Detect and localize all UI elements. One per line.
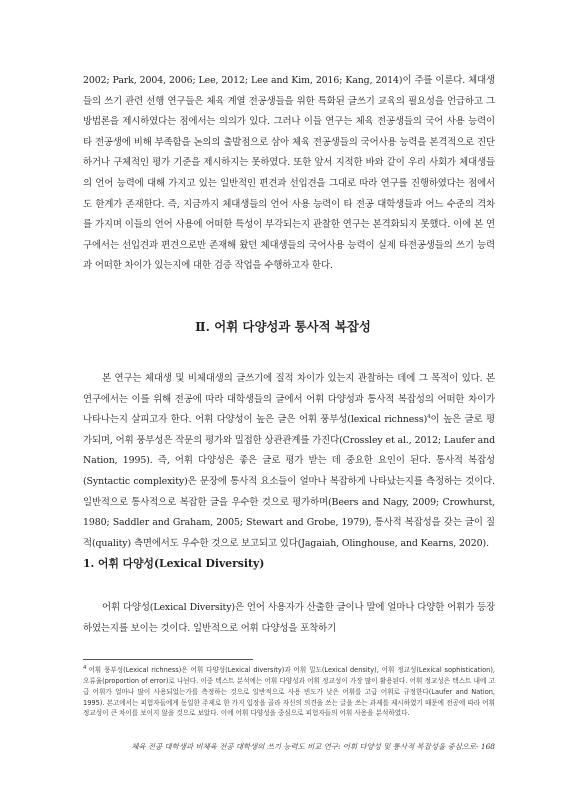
body-paragraph-2 [83,369,495,554]
footnote-divider [83,659,253,660]
paragraph2-part-b: 이 높은 글로 평가되며, 어휘 풍부성은 작문의 평가와 밀접한 상관관계를 가진다(Crossley et al., 2012; Laufer and Nation, 1995). 즉, 어휘 다양성은 좋은 글로 평가 받는 데 중요한 요인이 된다. 통사적 복잡성(Syntactic complexity)은 문장에 통사적 요소들이 얼마나 복잡하게 나타났는지를 측정하는 것이다. 일반적으로 통사적으로 복잡한 글을 우수한 것으로 평가하며(Beers and Nagy, 2009; Crowhurst, 1980; Saddler and Graham, 2005; Stewart and Grobe, 1979), 통사적 복잡성을 갖는 글이 질적(quality) 측면에서도 우수한 것으로 보고되고 있다(Jagaiah, Olinghouse, and Kearns, 2020). [83,414,495,549]
footnote-number: 4 [83,665,87,671]
running-footer-title: 체육 전공 대학생과 비체육 전공 대학생의 쓰기 능력도 비교 연구: 어휘 다양성 및 통사적 복잡성을 중심으로- [131,742,479,751]
footnote [83,663,495,719]
paragraph2-part-a: 본 연구는 체대생 및 비체대생의 글쓰기에 질적 차이가 있는지 관찰하는 데에 그 목적이 있다. 본 연구에서는 이를 위해 전공에 따라 대학생들의 글에서 어휘 다양성과 통사적 복잡성의 어떠한 차이가 나타나는지 살피고자 한다. 어휘 다양성이 높은 글은 어휘 풍부성(lexical richness) [83,373,495,426]
page-number: 168 [480,742,495,751]
subsection-title: 1. 어휘 다양성(Lexical Diversity) [83,557,265,570]
body-paragraph-1: 2002; Park, 2004, 2006; Lee, 2012; Lee and Kim, 2016; Kang, 2014)이 주를 이룬다. 체대생들의 쓰기 관련 선행 연구들은 체육 계열 전공생들을 위한 특화된 글쓰기 교육의 필요성을 언급하고 그 방법론을 제시하였다는 점에서는 의의가 있다. 그러나 이들 연구는 체육 전공생들의 국어 사용 능력이 타 전공생에 비해 부족함을 논의의 출발점으로 삼아 체육 전공생들의 국어사용 능력을 본격적으로 진단하거나 구체적인 평가 기준을 제시하지는 못하였다. 또한 앞서 지적한 바와 같이 우리 사회가 체대생들의 언어 능력에 대해 가지고 있는 일반적인 편견과 선입견을 그대로 따라 연구를 진행하였다는 점에서도 한계가 존재한다. 즉, 지금까지 체대생들의 언어 사용 능력이 타 전공 대학생들과 어느 수준의 격차를 가지며 이들의 언어 사용에 어떠한 특성이 부각되는지 관찰한 연구는 본격화되지 못했다. 이에 본 연구에서는 선입견과 편견으로만 존재해 왔던 체대생들의 국어사용 능력이 실제 타전공생들의 쓰기 능력과 어떠한 차이가 있는지에 대한 검증 작업을 수행하고자 한다. [83,75,495,272]
footnote-text: 어휘 풍부성(Lexical richness)은 어휘 다양성(Lexical diversity)과 어휘 밀도(Lexical density), 어휘 정교성(Lexical sophistication), 오류율(proportion of error)로 나뉜다. 이중 텍스트 분석에는 어휘 다양성과 어휘 정교성이 가장 많이 활용된다. 어휘 정교성은 텍스트 내에 고급 어휘가 얼마나 많이 사용되었는가를 측정하는 것으로 일반적으로 사용 빈도가 낮은 어휘를 고급 어휘로 규정한다(Laufer and Nation, 1995). 본고에서는 피험자들에게 동일한 주제로 한 가지 입장을 골라 자신의 의견을 쓰는 글을 쓰는 과제를 제시하였기 때문에 전공에 따라 어휘 정교성이 큰 차이를 보이지 않을 것으로 보았다. 이에 어휘 다양성을 중심으로 피험자들의 어휘 사용을 분석하였다. [83,666,495,718]
footnote-reference[interactable]: 4 [427,414,431,421]
section-title: Ⅱ. 어휘 다양성과 통사적 복잡성 [195,319,371,334]
body-paragraph-3: 어휘 다양성(Lexical Diversity)은 언어 사용자가 산출한 글이나 말에 얼마나 다양한 어휘가 등장하였는지를 보이는 것이다. 일반적으로 어휘 다양성을 포착하기 [83,602,495,634]
running-footer [83,741,495,752]
